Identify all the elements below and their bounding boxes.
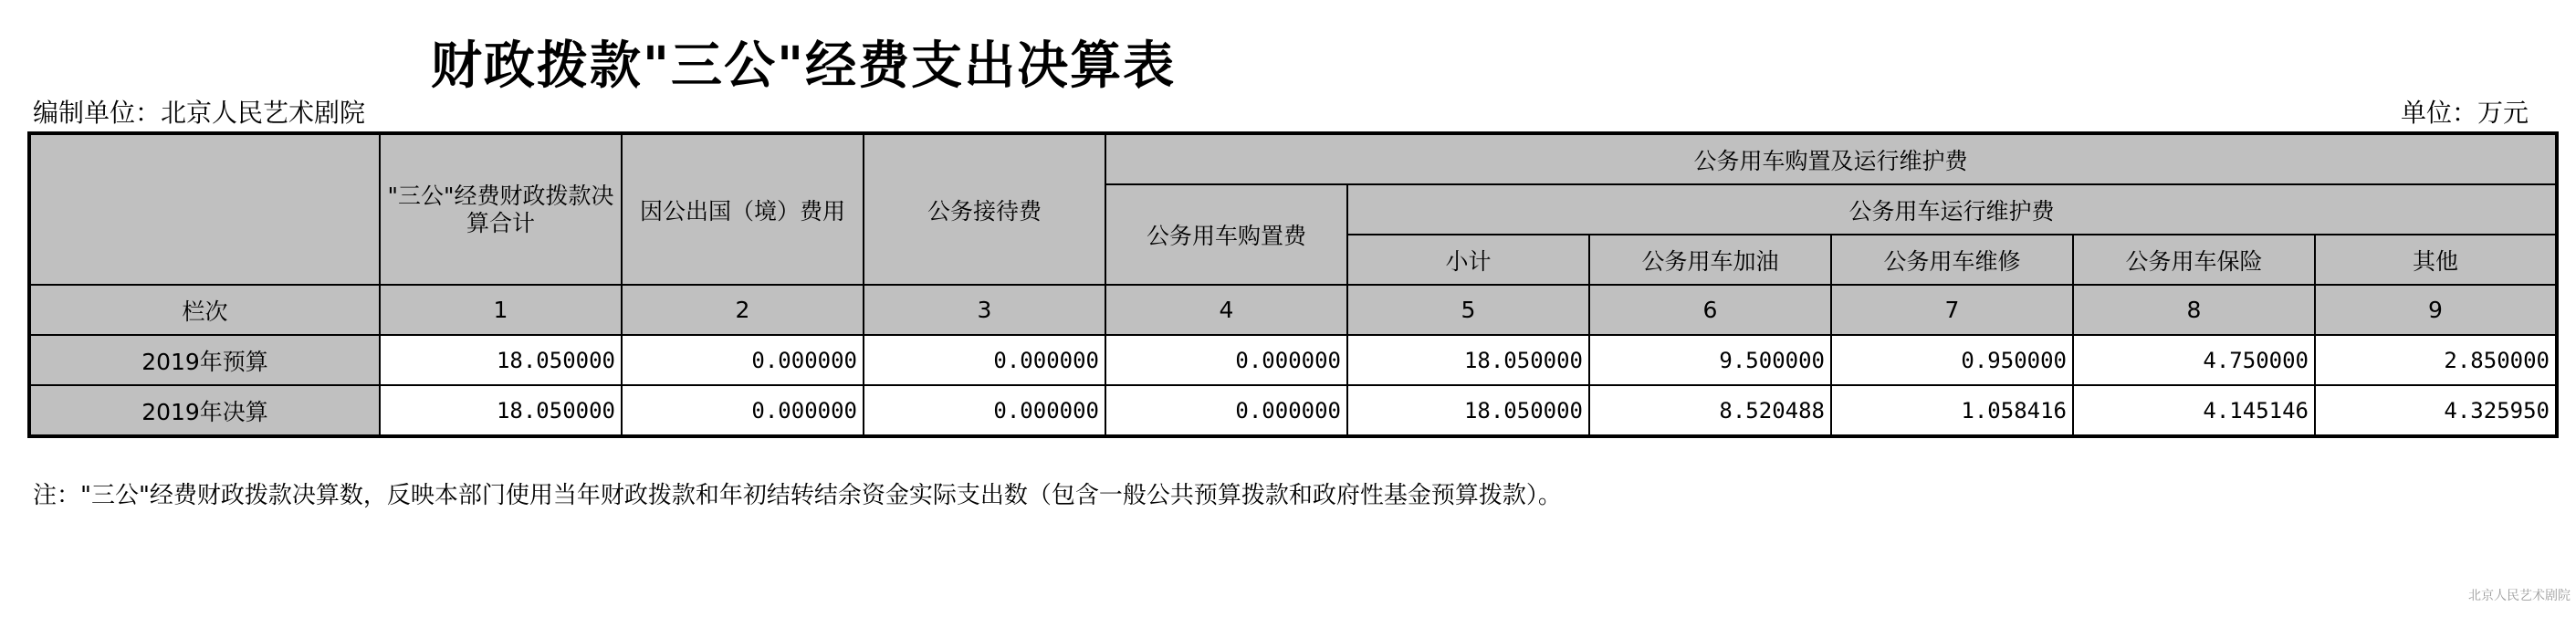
header-fuel: 公务用车加油: [1589, 235, 1831, 285]
table-cell: 8.520488: [1589, 385, 1831, 436]
header-subtotal: 小计: [1347, 235, 1589, 285]
table-cell: 0.000000: [864, 385, 1105, 436]
header-insurance: 公务用车保险: [2073, 235, 2315, 285]
table-cell: 18.050000: [380, 385, 622, 436]
table-cell: 2.850000: [2315, 335, 2557, 385]
table-cell: 4.145146: [2073, 385, 2315, 436]
table-cell: 0.000000: [622, 335, 864, 385]
header-vehicle-ops-group: 公务用车运行维护费: [1347, 184, 2557, 235]
column-index-cell: 1: [380, 285, 622, 335]
table-cell: 0.000000: [1105, 385, 1347, 436]
compiling-unit: 编制单位：北京人民艺术剧院: [33, 98, 366, 128]
header-vehicle-purchase: 公务用车购置费: [1105, 184, 1347, 285]
row-label-budget: 2019年预算: [29, 335, 380, 385]
expense-table: [27, 131, 2559, 438]
unit-label: 单位：万元: [2401, 98, 2529, 128]
column-index-cell: 5: [1347, 285, 1589, 335]
header-other: 其他: [2315, 235, 2557, 285]
header-reception: 公务接待费: [864, 133, 1105, 285]
table-row: [29, 335, 2557, 385]
column-index-cell: 9: [2315, 285, 2557, 335]
institution-stamp: 北京人民艺术剧院: [2468, 589, 2571, 603]
table-cell: 18.050000: [1347, 385, 1589, 436]
header-row-1: [29, 133, 2557, 184]
header-abroad: 因公出国（境）费用: [622, 133, 864, 285]
table-cell: 9.500000: [1589, 335, 1831, 385]
table-cell: 0.000000: [864, 335, 1105, 385]
page-title: 财政拨款"三公"经费支出决算表: [430, 37, 1177, 96]
column-index-row: [29, 285, 2557, 335]
column-index-cell: 3: [864, 285, 1105, 335]
column-index-cell: 6: [1589, 285, 1831, 335]
header-vehicle-group: 公务用车购置及运行维护费: [1105, 133, 2557, 184]
corner-cell: [29, 133, 380, 285]
table-cell: 0.000000: [1105, 335, 1347, 385]
row-label-final: 2019年决算: [29, 385, 380, 436]
column-index-cell: 2: [622, 285, 864, 335]
column-index-cell: 8: [2073, 285, 2315, 335]
header-total: "三公"经费财政拨款决算合计: [380, 133, 622, 285]
table-cell: 18.050000: [380, 335, 622, 385]
column-index-cell: 4: [1105, 285, 1347, 335]
footnote: 注："三公"经费财政拨款决算数，反映本部门使用当年财政拨款和年初结转结余资金实际支出数（包含一般公共预算拨款和政府性基金预算拨款）。: [33, 482, 1562, 509]
table-cell: 4.750000: [2073, 335, 2315, 385]
column-index-label: 栏次: [29, 285, 380, 335]
table-cell: 4.325950: [2315, 385, 2557, 436]
column-index-cell: 7: [1831, 285, 2073, 335]
table-cell: 0.000000: [622, 385, 864, 436]
table-row: [29, 385, 2557, 436]
table-cell: 18.050000: [1347, 335, 1589, 385]
table-cell: 1.058416: [1831, 385, 2073, 436]
table-cell: 0.950000: [1831, 335, 2073, 385]
header-repair: 公务用车维修: [1831, 235, 2073, 285]
